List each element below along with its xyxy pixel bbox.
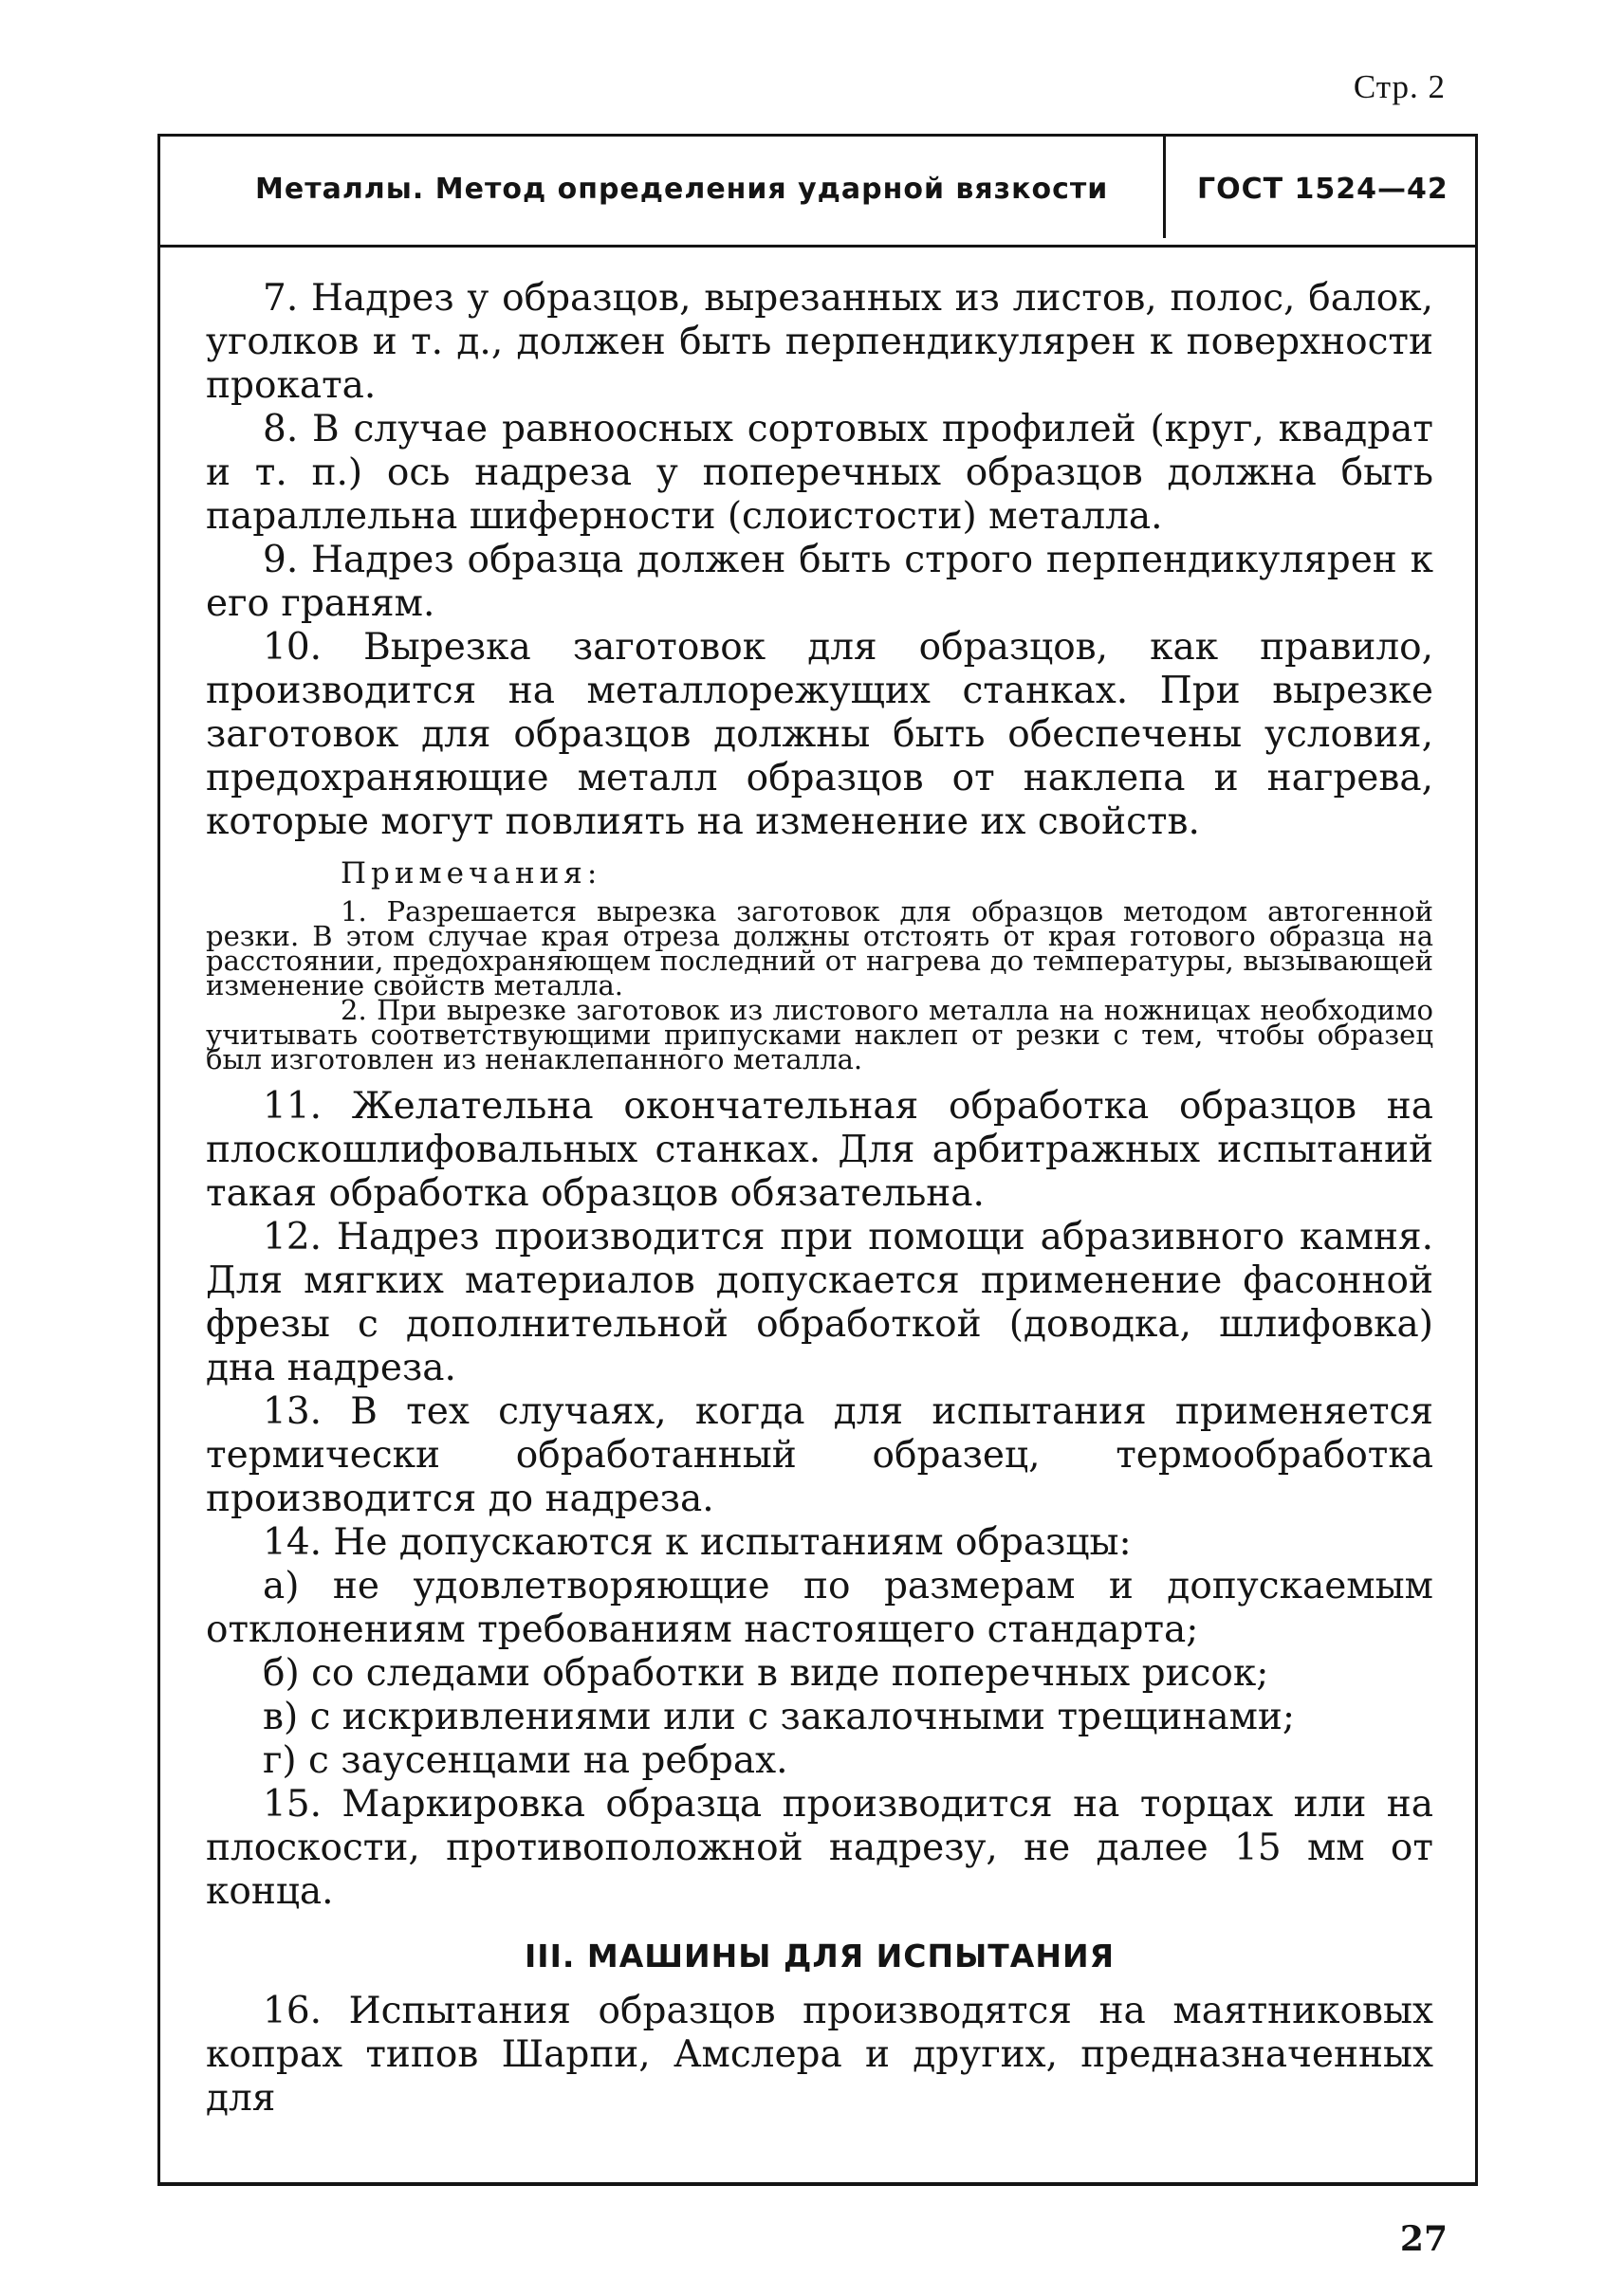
note-2: 2. При вырезке заготовок из листового металла на ножницах необходимо учитывать соответствующими припусками наклеп от резки с тем, чтобы образец был изготовлен из ненаклепанного металла. bbox=[206, 994, 1433, 1075]
page-number: 27 bbox=[1399, 2219, 1448, 2259]
page-frame bbox=[157, 134, 1478, 2186]
paragraph-16: 16. Испытания образцов производятся на маятниковых копрах типов Шарпи, Амслера и других, предназначенных для bbox=[206, 1990, 1433, 2120]
paragraph-11: 11. Желательна окончательная обработка образцов на плоскошлифовальных станках. Для арбитражных испытаний такая обработка образцов обязательна. bbox=[206, 1085, 1433, 1215]
header-divider bbox=[1163, 137, 1166, 238]
paragraph-7: 7. Надрез у образцов, вырезанных из листов, полос, балок, уголков и т. д., должен быть перпендикулярен к поверхности проката. bbox=[206, 277, 1433, 407]
notes-heading: Примечания: bbox=[341, 856, 602, 891]
paragraph-13: 13. В тех случаях, когда для испытания применяется термически обработанный образец, термообработка производится до надреза. bbox=[206, 1390, 1433, 1520]
document-title: Металлы. Метод определения ударной вязкости bbox=[255, 173, 1109, 206]
note-1: 1. Разрешается вырезка заготовок для образцов методом автогенной резки. В этом случае края отреза должны отстоять от края готового образца на расстоянии, предохраняющем последний от нагрева до температуры, вызывающей изменение свойств металла. bbox=[206, 895, 1433, 1001]
paragraph-14: 14. Не допускаются к испытаниям образцы: bbox=[263, 1521, 1132, 1564]
section-title: III. МАШИНЫ ДЛЯ ИСПЫТАНИЯ bbox=[525, 1938, 1115, 1975]
list-item-c: в) с искривлениями или с закалочными трещинами; bbox=[263, 1696, 1296, 1738]
notes-block bbox=[206, 895, 1433, 1075]
list-item-b: б) со следами обработки в виде поперечных рисок; bbox=[263, 1652, 1269, 1695]
paragraph-15: 15. Маркировка образца производится на торцах или на плоскости, противоположной надрезу, не далее 15 мм от конца. bbox=[206, 1783, 1433, 1913]
page-label: Стр. 2 bbox=[1353, 68, 1446, 105]
paragraph-8: 8. В случае равноосных сортовых профилей (круг, квадрат и т. п.) ось надреза у поперечных образцов должна быть параллельна шиферности (слоистости) металла. bbox=[206, 408, 1433, 538]
document-body bbox=[206, 277, 1433, 2121]
paragraph-12: 12. Надрез производится при помощи абразивного камня. Для мягких материалов допускается применение фасонной фрезы с дополнительной обработкой (доводка, шлифовка) дна надреза. bbox=[206, 1216, 1433, 1389]
list-item-a: а) не удовлетворяющие по размерам и допускаемым отклонениям требованиям настоящего стандарта; bbox=[206, 1565, 1433, 1651]
paragraph-9: 9. Надрез образца должен быть строго перпендикулярен к его граням. bbox=[206, 539, 1433, 625]
list-item-d: г) с заусенцами на ребрах. bbox=[263, 1739, 788, 1782]
paragraph-10: 10. Вырезка заготовок для образцов, как правило, производится на металлорежущих станках. При вырезке заготовок для образцов должны быть обеспечены условия, предохраняющие металл образцов от наклепа и нагрева, которые могут повлиять на изменение их свойств. bbox=[206, 626, 1433, 843]
document-header bbox=[160, 137, 1475, 248]
standard-code: ГОСТ 1524—42 bbox=[1197, 173, 1449, 206]
